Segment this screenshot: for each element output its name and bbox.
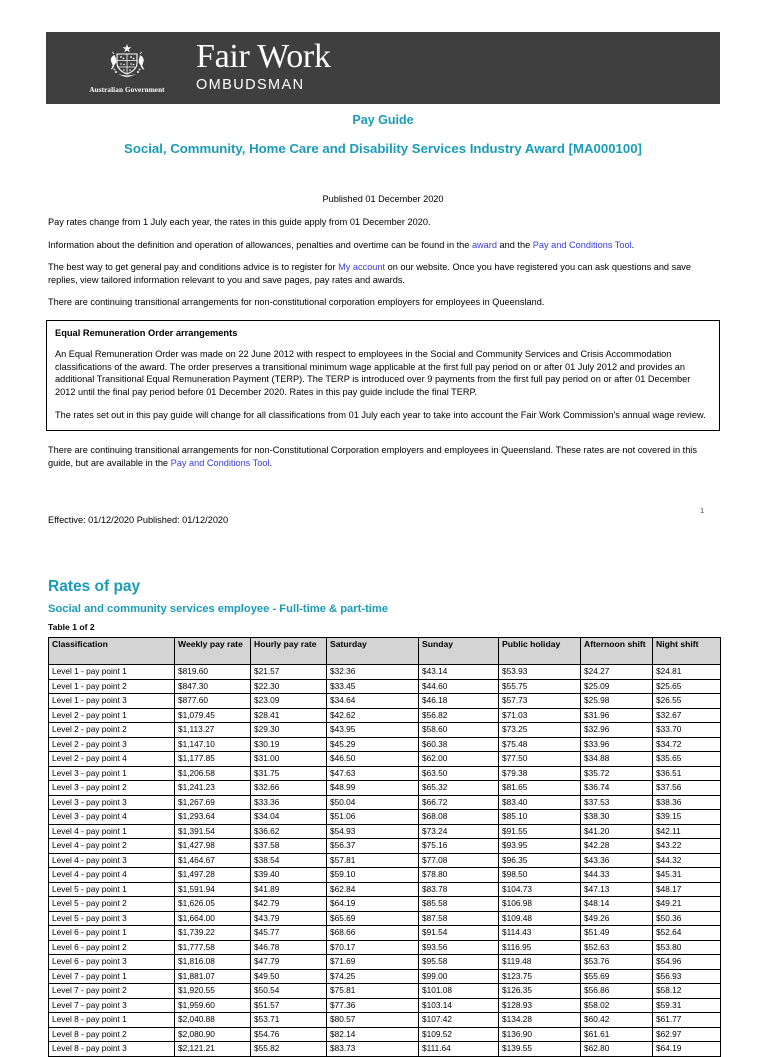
rate-cell: $41.20 [581,824,653,839]
rates-of-pay-heading: Rates of pay [48,578,141,595]
ero-paragraph-2: The rates set out in this pay guide will change for all classifications from 01 July each year to take into account the Fair Work Commission's annual wage review. [55,409,706,420]
classification-cell: Level 3 - pay point 4 [49,810,175,825]
rate-cell: $33.96 [581,737,653,752]
rate-cell: $46.78 [251,940,327,955]
brand-name: Fair Work [196,38,331,75]
rate-cell: $46.50 [327,752,419,767]
table-row [49,1013,721,1028]
rate-cell: $114.43 [499,926,581,941]
rate-cell: $59.10 [327,868,419,883]
brand-lockup [196,40,331,96]
rate-cell: $24.81 [653,665,721,680]
rate-cell: $70.17 [327,940,419,955]
column-header-7: Night shift [653,638,721,665]
rate-cell: $104.73 [499,882,581,897]
award-link[interactable]: award [471,239,497,250]
rate-cell: $49.26 [581,911,653,926]
table-row [49,998,721,1013]
rate-cell: $53.93 [499,665,581,680]
rate-cell: $819.60 [175,665,251,680]
brand-tagline: OMBUDSMAN [196,77,305,93]
rate-cell: $42.62 [327,708,419,723]
rate-cell: $2,121.21 [175,1042,251,1057]
page-number: 1 [700,506,705,515]
rate-cell: $2,080.90 [175,1027,251,1042]
rate-cell: $71.69 [327,955,419,970]
rate-cell: $23.09 [251,694,327,709]
rate-cell: $33.45 [327,679,419,694]
table-row [49,955,721,970]
rate-cell: $62.84 [327,882,419,897]
rate-cell: $39.15 [653,810,721,825]
rate-cell: $43.36 [581,853,653,868]
rate-cell: $32.36 [327,665,419,680]
rate-cell: $96.35 [499,853,581,868]
classification-cell: Level 1 - pay point 2 [49,679,175,694]
rate-cell: $47.13 [581,882,653,897]
classification-cell: Level 5 - pay point 1 [49,882,175,897]
table-row [49,795,721,810]
table-row [49,940,721,955]
rate-cell: $85.58 [419,897,499,912]
rate-cell: $98.50 [499,868,581,883]
rate-cell: $52.63 [581,940,653,955]
my-account-link[interactable]: My account [338,262,386,273]
rate-cell: $107.42 [419,1013,499,1028]
ero-paragraph-1: An Equal Remuneration Order was made on 22 June 2012 with respect to employees in the Social and Community Services and Crisis Accommodation classifications of the award. The order preserves a transitional minimum wage applicable at the first full pay period on or after 01 July 2012 and provides an additional Transitional Equal Remuneration Payment (TERP). The TERP is introduced over 9 payments from the first full pay period on or after 01 December 2012 until the final pay period before 01 December 2020. Rates in this pay guide include the final TERP. [55,348,691,398]
crest-caption: Australian Government [89,85,165,94]
rate-cell: $91.54 [419,926,499,941]
table-row [49,853,721,868]
rate-cell: $91.55 [499,824,581,839]
rate-cell: $75.81 [327,984,419,999]
column-header-6: Afternoon shift [581,638,653,665]
rate-cell: $54.76 [251,1027,327,1042]
classification-cell: Level 2 - pay point 4 [49,752,175,767]
rate-cell: $43.14 [419,665,499,680]
effective-published-line: Effective: 01/12/2020 Published: 01/12/2020 [48,515,229,525]
rate-cell: $74.25 [327,969,419,984]
table-row [49,752,721,767]
coat-of-arms-icon [104,43,150,85]
rate-cell: $44.32 [653,853,721,868]
rate-cell: $1,626.05 [175,897,251,912]
rate-cell: $77.08 [419,853,499,868]
rate-cell: $36.51 [653,766,721,781]
rate-cell: $56.37 [327,839,419,854]
rate-cell: $34.88 [581,752,653,767]
rate-cell: $48.14 [581,897,653,912]
table-row [49,766,721,781]
classification-cell: Level 7 - pay point 3 [49,998,175,1013]
rate-cell: $32.67 [653,708,721,723]
table-row [49,926,721,941]
rate-cell: $47.63 [327,766,419,781]
rate-cell: $36.74 [581,781,653,796]
rate-cell: $54.93 [327,824,419,839]
rate-cell: $78.80 [419,868,499,883]
column-header-1: Weekly pay rate [175,638,251,665]
intro-p2-text-c: . [631,239,635,250]
classification-cell: Level 7 - pay point 1 [49,969,175,984]
classification-cell: Level 2 - pay point 3 [49,737,175,752]
rate-cell: $43.22 [653,839,721,854]
rate-cell: $123.75 [499,969,581,984]
rate-cell: $119.48 [499,955,581,970]
classification-cell: Level 6 - pay point 3 [49,955,175,970]
table-row [49,868,721,883]
page-title: Pay Guide [352,113,414,127]
classification-cell: Level 5 - pay point 2 [49,897,175,912]
rate-cell: $134.28 [499,1013,581,1028]
rate-cell: $41.89 [251,882,327,897]
classification-cell: Level 8 - pay point 3 [49,1042,175,1057]
rate-cell: $62.80 [581,1042,653,1057]
rate-cell: $85.10 [499,810,581,825]
rate-cell: $82.14 [327,1027,419,1042]
rate-cell: $1,427.98 [175,839,251,854]
rate-cell: $93.56 [419,940,499,955]
rate-cell: $24.27 [581,665,653,680]
rate-cell: $35.65 [653,752,721,767]
rate-cell: $37.53 [581,795,653,810]
rate-cell: $56.82 [419,708,499,723]
classification-cell: Level 1 - pay point 1 [49,665,175,680]
rate-cell: $71.03 [499,708,581,723]
rate-cell: $1,391.54 [175,824,251,839]
rate-cell: $21.57 [251,665,327,680]
rate-cell: $50.04 [327,795,419,810]
rate-cell: $75.16 [419,839,499,854]
rate-cell: $26.55 [653,694,721,709]
table-row [49,1042,721,1057]
queensland-note-text-b: . [269,457,273,468]
rate-cell: $1,241.23 [175,781,251,796]
australian-government-crest [68,43,186,94]
rate-cell: $128.93 [499,998,581,1013]
published-date: Published 01 December 2020 [322,194,444,204]
pay-and-conditions-tool-link[interactable]: Pay and Conditions Tool [532,239,632,250]
table-row [49,969,721,984]
employee-type-subheading: Social and community services employee - Full-time & part-time [48,603,389,615]
rate-cell: $49.50 [251,969,327,984]
rate-cell: $57.81 [327,853,419,868]
rate-cell: $31.00 [251,752,327,767]
rate-cell: $53.80 [653,940,721,955]
rate-cell: $109.52 [419,1027,499,1042]
rate-cell: $103.14 [419,998,499,1013]
classification-cell: Level 4 - pay point 3 [49,853,175,868]
rate-cell: $2,040.88 [175,1013,251,1028]
intro-section [48,216,720,319]
rate-cell: $38.54 [251,853,327,868]
rate-cell: $33.36 [251,795,327,810]
rate-cell: $1,293.64 [175,810,251,825]
rate-cell: $46.18 [419,694,499,709]
rate-cell: $877.60 [175,694,251,709]
rate-cell: $62.00 [419,752,499,767]
rate-cell: $48.17 [653,882,721,897]
rate-cell: $847.30 [175,679,251,694]
rate-cell: $45.31 [653,868,721,883]
rate-cell: $22.30 [251,679,327,694]
classification-cell: Level 2 - pay point 1 [49,708,175,723]
rate-cell: $99.00 [419,969,499,984]
rate-cell: $31.96 [581,708,653,723]
rate-cell: $60.38 [419,737,499,752]
rate-cell: $60.42 [581,1013,653,1028]
rate-cell: $39.40 [251,868,327,883]
award-title: Social, Community, Home Care and Disability Services Industry Award [MA000100] [124,141,642,156]
rate-cell: $1,777.58 [175,940,251,955]
queensland-note-text-a: There are continuing transitional arrangements for non-Constitutional Corporation employers and employees in Queensland. These rates are not covered in this guide, but are available in the [48,445,697,468]
rate-cell: $65.32 [419,781,499,796]
table-row [49,824,721,839]
rate-cell: $95.58 [419,955,499,970]
rate-cell: $43.95 [327,723,419,738]
table-row [49,723,721,738]
equal-remuneration-order-box [46,320,720,431]
rate-cell: $53.76 [581,955,653,970]
brand-header-banner [46,32,720,104]
rate-cell: $1,177.85 [175,752,251,767]
rate-cell: $1,206.58 [175,766,251,781]
pay-and-conditions-tool-link-2[interactable]: Pay and Conditions Tool [170,457,270,468]
rate-cell: $66.72 [419,795,499,810]
table-row [49,665,721,680]
rate-cell: $93.95 [499,839,581,854]
intro-p2-text-b: and the [496,239,533,250]
table-row [49,839,721,854]
rate-cell: $77.50 [499,752,581,767]
rate-cell: $58.02 [581,998,653,1013]
rate-cell: $52.64 [653,926,721,941]
table-row [49,1027,721,1042]
classification-cell: Level 3 - pay point 2 [49,781,175,796]
rate-cell: $83.40 [499,795,581,810]
rate-cell: $43.79 [251,911,327,926]
ero-box-title: Equal Remuneration Order arrangements [55,328,238,338]
table-counter-label: Table 1 of 2 [48,622,95,632]
rate-cell: $31.75 [251,766,327,781]
rate-cell: $47.79 [251,955,327,970]
rate-cell: $32.66 [251,781,327,796]
rate-cell: $64.19 [653,1042,721,1057]
rate-cell: $1,739.22 [175,926,251,941]
rate-cell: $111.64 [419,1042,499,1057]
rate-cell: $44.33 [581,868,653,883]
rate-cell: $136.90 [499,1027,581,1042]
rate-cell: $64.19 [327,897,419,912]
rate-cell: $63.50 [419,766,499,781]
table-row [49,882,721,897]
rate-cell: $28.41 [251,708,327,723]
rate-cell: $58.12 [653,984,721,999]
rate-cell: $1,920.55 [175,984,251,999]
rate-cell: $58.60 [419,723,499,738]
rate-cell: $73.24 [419,824,499,839]
rate-cell: $139.55 [499,1042,581,1057]
rate-cell: $33.70 [653,723,721,738]
table-row [49,694,721,709]
rate-cell: $38.30 [581,810,653,825]
column-header-4: Sunday [419,638,499,665]
rate-cell: $61.61 [581,1027,653,1042]
rate-cell: $1,664.00 [175,911,251,926]
rate-cell: $25.98 [581,694,653,709]
rate-cell: $55.82 [251,1042,327,1057]
rate-cell: $77.36 [327,998,419,1013]
classification-cell: Level 4 - pay point 4 [49,868,175,883]
column-header-0: Classification [49,638,175,665]
classification-cell: Level 6 - pay point 2 [49,940,175,955]
rate-cell: $50.36 [653,911,721,926]
rate-cell: $1,147.10 [175,737,251,752]
rate-cell: $44.60 [419,679,499,694]
rate-cell: $73.25 [499,723,581,738]
intro-paragraph-2 [48,239,720,252]
intro-p3-text-a: The best way to get general pay and conditions advice is to register for [48,262,339,273]
rate-cell: $57.73 [499,694,581,709]
rate-cell: $45.29 [327,737,419,752]
rate-cell: $55.75 [499,679,581,694]
rate-cell: $80.57 [327,1013,419,1028]
queensland-note [48,444,720,469]
classification-cell: Level 7 - pay point 2 [49,984,175,999]
classification-cell: Level 5 - pay point 3 [49,911,175,926]
intro-p2-text-a: Information about the definition and operation of allowances, penalties and overtime can be found in the [48,239,472,250]
rate-cell: $35.72 [581,766,653,781]
classification-cell: Level 3 - pay point 3 [49,795,175,810]
rate-cell: $106.98 [499,897,581,912]
table-row [49,708,721,723]
intro-paragraph-1: Pay rates change from 1 July each year, the rates in this guide apply from 01 December 2020. [48,217,431,227]
classification-cell: Level 8 - pay point 2 [49,1027,175,1042]
rate-cell: $56.86 [581,984,653,999]
rate-cell: $1,079.45 [175,708,251,723]
rate-cell: $51.57 [251,998,327,1013]
intro-p3-text-b: on our website. Once you have registered you can ask questions and save replies, view tailored information relevant to you and save pages, pay rates and awards. [48,262,692,285]
classification-cell: Level 4 - pay point 1 [49,824,175,839]
rate-cell: $59.31 [653,998,721,1013]
intro-paragraph-3 [48,261,720,286]
table-header-row [49,638,721,665]
column-header-2: Hourly pay rate [251,638,327,665]
rate-cell: $83.73 [327,1042,419,1057]
classification-cell: Level 1 - pay point 3 [49,694,175,709]
table-row [49,984,721,999]
rate-cell: $1,113.27 [175,723,251,738]
table-row [49,897,721,912]
table-row [49,810,721,825]
rate-cell: $83.78 [419,882,499,897]
rate-cell: $34.72 [653,737,721,752]
rate-cell: $126.35 [499,984,581,999]
table-row [49,679,721,694]
rate-cell: $1,591.94 [175,882,251,897]
rate-cell: $61.77 [653,1013,721,1028]
rate-cell: $37.56 [653,781,721,796]
classification-cell: Level 6 - pay point 1 [49,926,175,941]
rate-cell: $34.04 [251,810,327,825]
rate-cell: $56.93 [653,969,721,984]
rate-cell: $49.21 [653,897,721,912]
rate-cell: $42.79 [251,897,327,912]
table-row [49,781,721,796]
rate-cell: $1,497.28 [175,868,251,883]
pay-table-body [49,665,721,1057]
column-header-5: Public holiday [499,638,581,665]
rate-cell: $32.96 [581,723,653,738]
rate-cell: $79.38 [499,766,581,781]
rate-cell: $38.36 [653,795,721,810]
column-header-3: Saturday [327,638,419,665]
rate-cell: $50.54 [251,984,327,999]
rate-cell: $62.97 [653,1027,721,1042]
pay-rates-table [48,637,721,1057]
rate-cell: $54.96 [653,955,721,970]
classification-cell: Level 4 - pay point 2 [49,839,175,854]
rate-cell: $42.28 [581,839,653,854]
rate-cell: $29.30 [251,723,327,738]
rate-cell: $75.48 [499,737,581,752]
rate-cell: $25.09 [581,679,653,694]
rate-cell: $116.95 [499,940,581,955]
intro-paragraph-4: There are continuing transitional arrangements for non-constitutional corporation employers for employees in Queensland. [48,297,545,308]
rate-cell: $25.65 [653,679,721,694]
rate-cell: $55.69 [581,969,653,984]
pay-table-header [49,638,721,665]
rate-cell: $109.48 [499,911,581,926]
rate-cell: $42.11 [653,824,721,839]
rate-cell: $45.77 [251,926,327,941]
table-row [49,911,721,926]
rate-cell: $68.66 [327,926,419,941]
rate-cell: $65.69 [327,911,419,926]
rate-cell: $51.06 [327,810,419,825]
rate-cell: $30.19 [251,737,327,752]
rate-cell: $37.58 [251,839,327,854]
rate-cell: $81.65 [499,781,581,796]
rate-cell: $51.49 [581,926,653,941]
classification-cell: Level 8 - pay point 1 [49,1013,175,1028]
classification-cell: Level 2 - pay point 2 [49,723,175,738]
rate-cell: $53.71 [251,1013,327,1028]
rate-cell: $87.58 [419,911,499,926]
rate-cell: $1,816.08 [175,955,251,970]
rate-cell: $101.08 [419,984,499,999]
table-row [49,737,721,752]
rate-cell: $1,959.60 [175,998,251,1013]
rate-cell: $34.64 [327,694,419,709]
rate-cell: $48.99 [327,781,419,796]
classification-cell: Level 3 - pay point 1 [49,766,175,781]
rate-cell: $36.62 [251,824,327,839]
rate-cell: $68.08 [419,810,499,825]
rate-cell: $1,881.07 [175,969,251,984]
rate-cell: $1,267.69 [175,795,251,810]
rate-cell: $1,464.67 [175,853,251,868]
